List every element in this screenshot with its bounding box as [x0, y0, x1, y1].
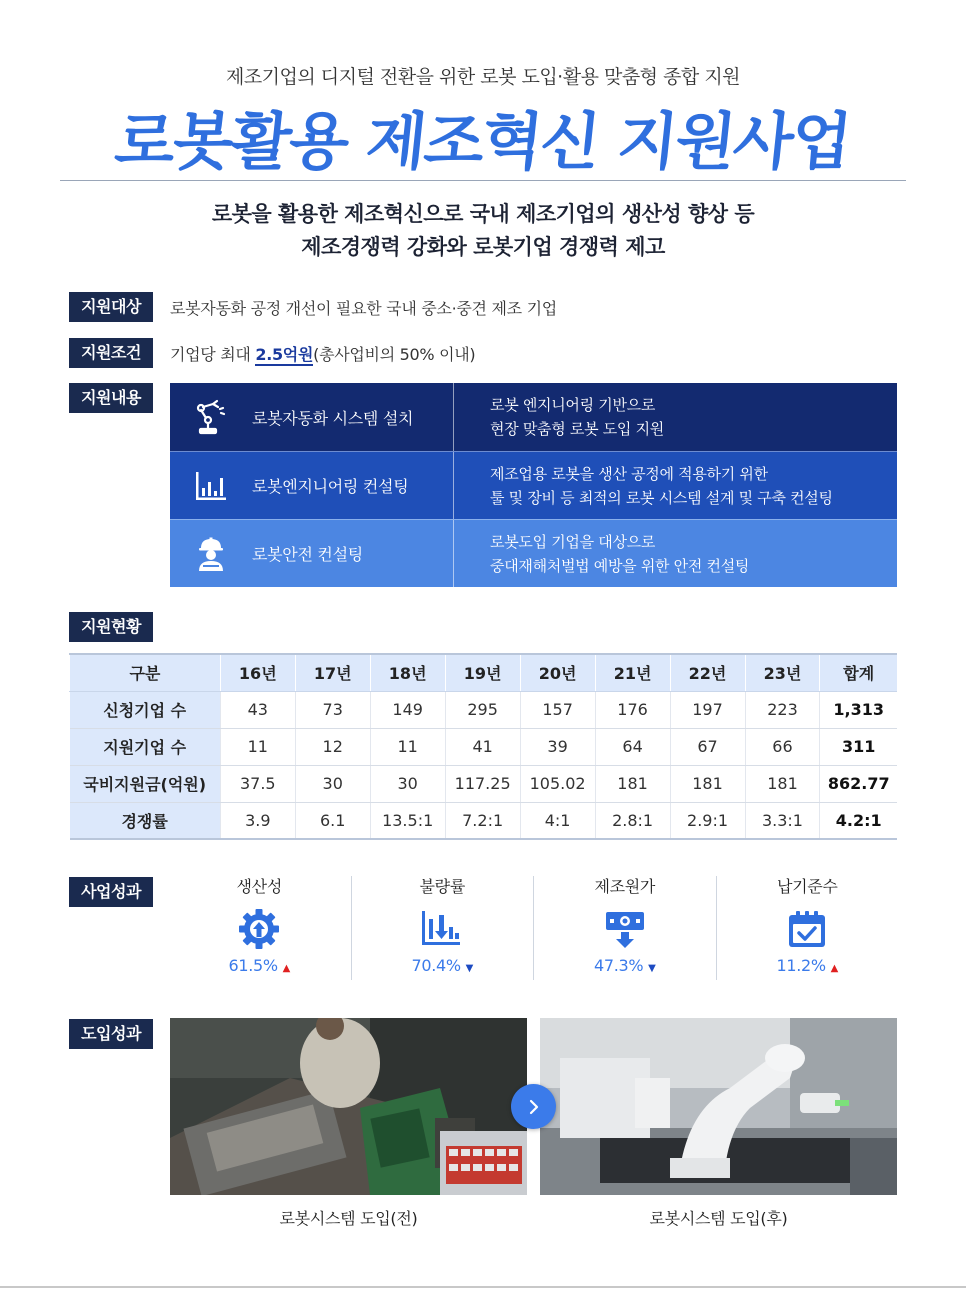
before-photo: [170, 1018, 527, 1195]
trend-up-icon: ▲: [830, 963, 839, 974]
condition-tag: 지원조건: [69, 338, 153, 368]
table-cell: 295: [445, 691, 520, 728]
table-cell: 3.9: [220, 802, 295, 839]
table-header-cell: 23년: [745, 654, 820, 691]
gear-up-icon: [236, 902, 282, 956]
table-cell: 6.1: [295, 802, 370, 839]
metric-manufacturing-cost: [533, 876, 716, 980]
table-header-cell: 합계: [820, 654, 897, 691]
table-total-cell: 1,313: [820, 691, 897, 728]
table-total-cell: 862.77: [820, 765, 897, 802]
table-header-cell: 20년: [520, 654, 595, 691]
table-cell: 30: [370, 765, 445, 802]
table-cell: 11: [220, 728, 295, 765]
table-cell: 181: [595, 765, 670, 802]
headline: [0, 198, 966, 264]
bottom-divider: [0, 1286, 966, 1288]
table-row-header: 지원기업 수: [70, 728, 221, 765]
table-cell: 41: [445, 728, 520, 765]
after-caption: 로봇시스템 도입(후): [649, 1209, 788, 1228]
metric-label: 생산성: [236, 877, 282, 896]
table-cell: 149: [370, 691, 445, 728]
support-row-title: 로봇엔지니어링 컨설팅: [252, 477, 409, 496]
metric-label: 납기준수: [776, 877, 838, 896]
table-header-cell: 21년: [595, 654, 670, 691]
condition-suffix: (총사업비의 50% 이내): [313, 345, 476, 364]
table-header-cell: 18년: [370, 654, 445, 691]
page-subtitle: 제조기업의 디지털 전환을 위한 로봇 도입·활용 맞춤형 종합 지원: [225, 66, 741, 88]
status-tag: 지원현황: [69, 612, 153, 642]
support-row-desc-line-1: 로봇 엔지니어링 기반으로: [490, 396, 656, 414]
table-cell: 4:1: [520, 802, 595, 839]
target-tag: 지원대상: [69, 292, 153, 322]
support-row: [170, 383, 897, 451]
support-row-title: 로봇안전 컨설팅: [252, 545, 363, 564]
table-cell: 223: [745, 691, 820, 728]
support-row-desc-line-2: 툴 및 장비 등 최적의 로봇 시스템 설계 및 구축 컨설팅: [490, 488, 833, 507]
metric-defect-rate: [351, 876, 534, 980]
chart-down-icon: [420, 902, 464, 956]
metric-value: 61.5%: [228, 956, 278, 975]
condition-prefix: 기업당 최대: [170, 345, 256, 364]
metric-value: 70.4%: [411, 956, 461, 975]
chevron-right-icon: [526, 1099, 542, 1115]
safety-worker-icon: [170, 536, 252, 572]
table-cell: 181: [670, 765, 745, 802]
table-cell: 2.9:1: [670, 802, 745, 839]
table-header-cell: 22년: [670, 654, 745, 691]
headline-line-2: 제조경쟁력 강화와 로봇기업 경쟁력 제고: [301, 235, 665, 259]
title-divider: [60, 180, 906, 181]
performance-metrics: [168, 876, 898, 980]
table-row-header: 신청기업 수: [70, 691, 221, 728]
content-tag: 지원내용: [69, 383, 153, 413]
performance-tag: 사업성과: [69, 877, 153, 907]
table-cell: 67: [670, 728, 745, 765]
table-cell: 3.3:1: [745, 802, 820, 839]
adoption-tag: 도입성과: [69, 1019, 153, 1049]
table-cell: 181: [745, 765, 820, 802]
table-cell: 117.25: [445, 765, 520, 802]
robot-arm-icon: [170, 399, 252, 435]
before-caption: 로봇시스템 도입(전): [279, 1209, 418, 1228]
table-total-cell: 4.2:1: [820, 802, 897, 839]
support-row-desc-line-1: 제조업용 로봇을 생산 공정에 적용하기 위한: [490, 464, 768, 483]
table-cell: 39: [520, 728, 595, 765]
support-content-table: [170, 383, 897, 587]
table-header-cell: 17년: [295, 654, 370, 691]
table-cell: 66: [745, 728, 820, 765]
support-row: [170, 519, 897, 587]
table-cell: 197: [670, 691, 745, 728]
page-title: 로봇활용 제조혁신 지원사업: [111, 105, 854, 178]
metric-value: 11.2%: [776, 956, 826, 975]
table-header-cell: 19년: [445, 654, 520, 691]
trend-down-icon: ▼: [465, 963, 474, 974]
calendar-check-icon: [786, 902, 828, 956]
table-cell: 2.8:1: [595, 802, 670, 839]
after-photo: [540, 1018, 897, 1195]
next-slide-button[interactable]: [511, 1084, 556, 1129]
table-cell: 176: [595, 691, 670, 728]
table-cell: 30: [295, 765, 370, 802]
support-status-table: [69, 653, 897, 840]
table-header-cell: 구분: [70, 654, 221, 691]
table-row: [70, 765, 898, 802]
trend-down-icon: ▼: [648, 963, 656, 974]
table-cell: 7.2:1: [445, 802, 520, 839]
condition-text: [170, 342, 475, 365]
table-total-cell: 311: [820, 728, 897, 765]
headline-line-1: 로봇을 활용한 제조혁신으로 국내 제조기업의 생산성 향상 등: [211, 202, 755, 226]
table-row: [70, 691, 898, 728]
trend-up-icon: ▲: [282, 963, 291, 974]
metric-productivity: [168, 876, 351, 980]
table-cell: 64: [595, 728, 670, 765]
table-cell: 11: [370, 728, 445, 765]
metric-label: 제조원가: [594, 877, 656, 896]
table-row: [70, 728, 898, 765]
support-row-title: 로봇자동화 시스템 설치: [252, 408, 414, 428]
money-down-icon: [603, 902, 647, 956]
table-cell: 105.02: [520, 765, 595, 802]
metric-label: 불량률: [419, 877, 465, 896]
table-row: [70, 802, 898, 839]
target-text: 로봇자동화 공정 개선이 필요한 국내 중소·중견 제조 기업: [170, 299, 557, 318]
table-header-cell: 16년: [220, 654, 295, 691]
table-cell: 73: [295, 691, 370, 728]
metric-delivery-compliance: [716, 876, 899, 980]
table-row-header: 국비지원금(억원): [70, 765, 221, 802]
support-row-desc-line-1: 로봇도입 기업을 대상으로: [490, 532, 656, 551]
table-cell: 157: [520, 691, 595, 728]
support-row: [170, 451, 897, 519]
table-cell: 12: [295, 728, 370, 765]
table-cell: 13.5:1: [370, 802, 445, 839]
condition-highlight: 2.5억원: [255, 345, 314, 364]
table-cell: 43: [220, 691, 295, 728]
table-row-header: 경쟁률: [70, 802, 221, 839]
metric-value: 47.3%: [593, 956, 644, 975]
table-cell: 37.5: [220, 765, 295, 802]
table-header-row: [70, 654, 898, 691]
bar-chart-icon: [170, 470, 252, 502]
support-row-desc-line-2: 중대재해처벌법 예방을 위한 안전 컨설팅: [490, 556, 750, 575]
support-row-desc-line-2: 현장 맞춤형 로봇 도입 지원: [490, 420, 664, 438]
